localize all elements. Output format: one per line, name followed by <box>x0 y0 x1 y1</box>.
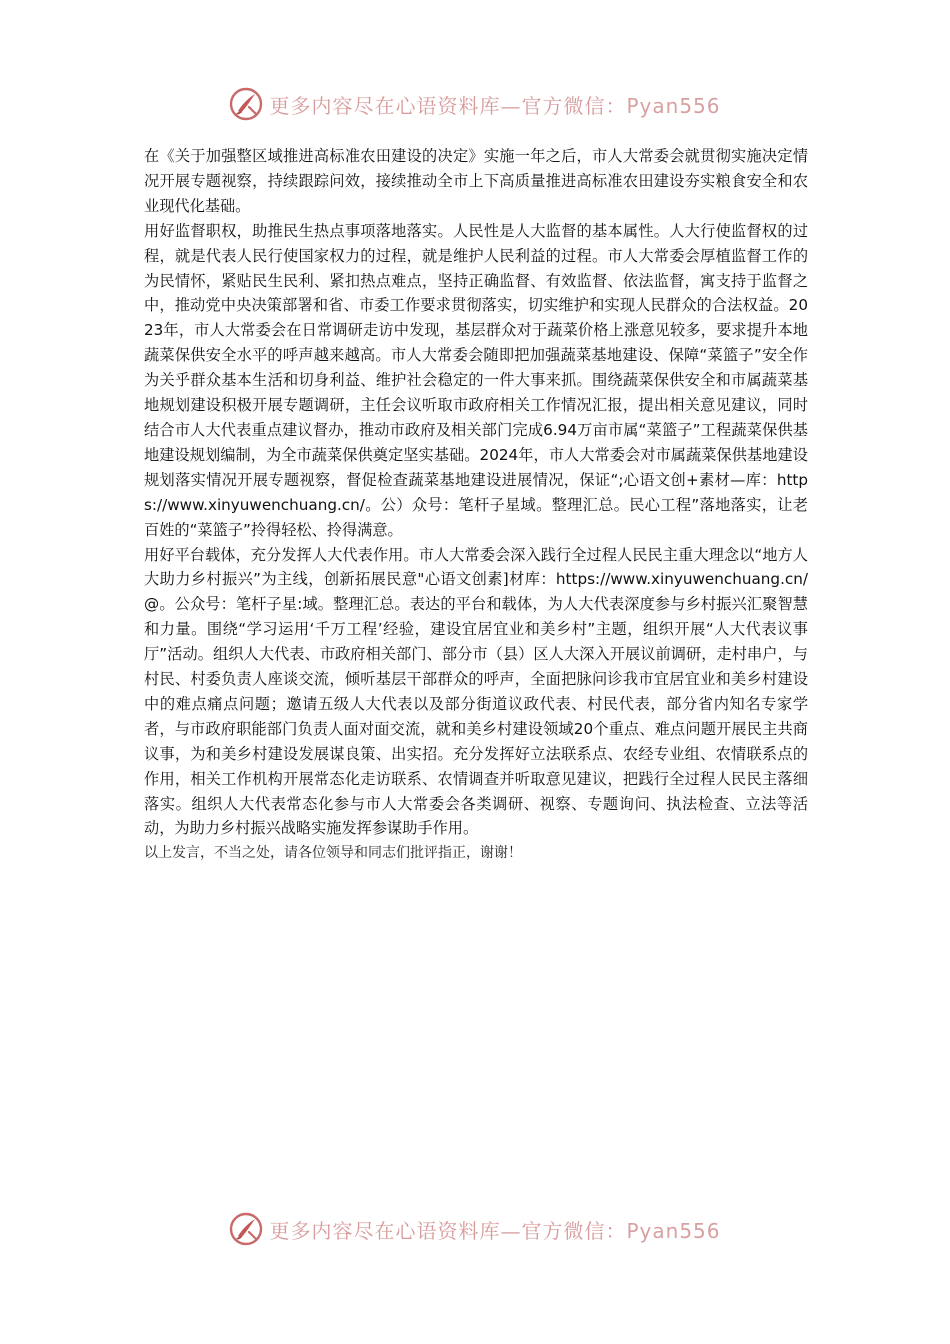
closing-remark: 以上发言，不当之处，请各位领导和同志们批评指正，谢谢！ <box>144 845 522 862</box>
banner-text-cn: 更多内容尽在心语资料库—官方微信： <box>269 93 627 118</box>
banner-text <box>269 1215 720 1244</box>
brush-logo-icon <box>229 1212 263 1246</box>
document-body <box>144 144 808 866</box>
banner-wechat-id: Pyan556 <box>626 1218 721 1243</box>
banner-wechat-id: Pyan556 <box>626 93 721 118</box>
banner-text <box>269 90 720 119</box>
brush-logo-icon <box>229 87 263 121</box>
paragraph: 用好平台载体，充分发挥人大代表作用。市人大常委会深入践行全过程人民民主重大理念以“地方人大助力乡村振兴”为主线，创新拓展民意"心语文创素]材库：https://www.xinyuwenchuang.cn/@。公众号：笔杆子星:域。整理汇总。表达的平台和载体，为人大代表深度参与乡村振兴汇聚智慧和力量。围绕“学习运用‘千万工程’经验，建设宜居宜业和美乡村”主题，组织开展“人大代表议事厅”活动。组织人大代表、市政府相关部门、部分市（县）区人大深入开展议前调研，走村串户，与村民、村委负责人座谈交流，倾听基层干部群众的呼声，全面把脉问诊我市宜居宜业和美乡村建设中的难点痛点问题；邀请五级人大代表以及部分街道议政代表、村民代表，部分省内知名专家学者，与市政府职能部门负责人面对面交流，就和美乡村建设领域20个重点、难点问题开展民主共商议事，为和美乡村建设发展谋良策、出实招。充分发挥好立法联系点、农经专业组、农情联系点的作用，相关工作机构开展常态化走访联系、农情调查并听取意见建议，把践行全过程人民民主落细落实。组织人大代表常态化参与市人大常委会各类调研、视察、专题询问、执法检查、立法等活动，为助力乡村振兴战略实施发挥参谋助手作用。 <box>144 545 808 838</box>
banner-text-cn: 更多内容尽在心语资料库—官方微信： <box>269 1218 627 1243</box>
paragraph: 用好监督职权，助推民生热点事项落地落实。人民性是人大监督的基本属性。人大行使监督权的过程，就是代表人民行使国家权力的过程，就是维护人民利益的过程。市人大常委会厚植监督工作的为民情怀，紧贴民生民利、紧扣热点难点，坚持正确监督、有效监督、依法监督，寓支持于监督之中，推动党中央决策部署和省、市委工作要求贯彻落实，切实维护和实现人民群众的合法权益。2023年，市人大常委会在日常调研走访中发现，基层群众对于蔬菜价格上涨意见较多，要求提升本地蔬菜保供安全水平的呼声越来越高。市人大常委会随即把加强蔬菜基地建设、保障“菜篮子”安全作为关乎群众基本生活和切身利益、维护社会稳定的一件大事来抓。围绕蔬菜保供安全和市属蔬菜基地规划建设积极开展专题调研，主任会议听取市政府相关工作情况汇报，提出相关意见建议，同时结合市人大代表重点建议督办，推动市政府及相关部门完成6.94万亩市属“菜篮子”工程蔬菜保供基地建设规划编制，为全市蔬菜保供奠定坚实基础。2024年，市人大常委会对市属蔬菜保供基地建设规划落实情况开展专题视察，督促检查蔬菜基地建设进展情况，保证“;心语文创+素材—库：https://www.xinyuwenchuang.cn/。公）众号：笔杆子星域。整理汇总。民心工程”落地落实，让老百姓的“菜篮子”拎得轻松、拎得满意。 <box>144 221 808 539</box>
footer-banner <box>0 1207 950 1251</box>
paragraph: 在《关于加强整区域推进高标准农田建设的决定》实施一年之后，市人大常委会就贯彻实施决定情况开展专题视察，持续跟踪问效，接续推动全市上下高质量推进高标准农田建设夯实粮食安全和农业现代化基础。 <box>144 147 808 215</box>
header-banner <box>0 82 950 126</box>
